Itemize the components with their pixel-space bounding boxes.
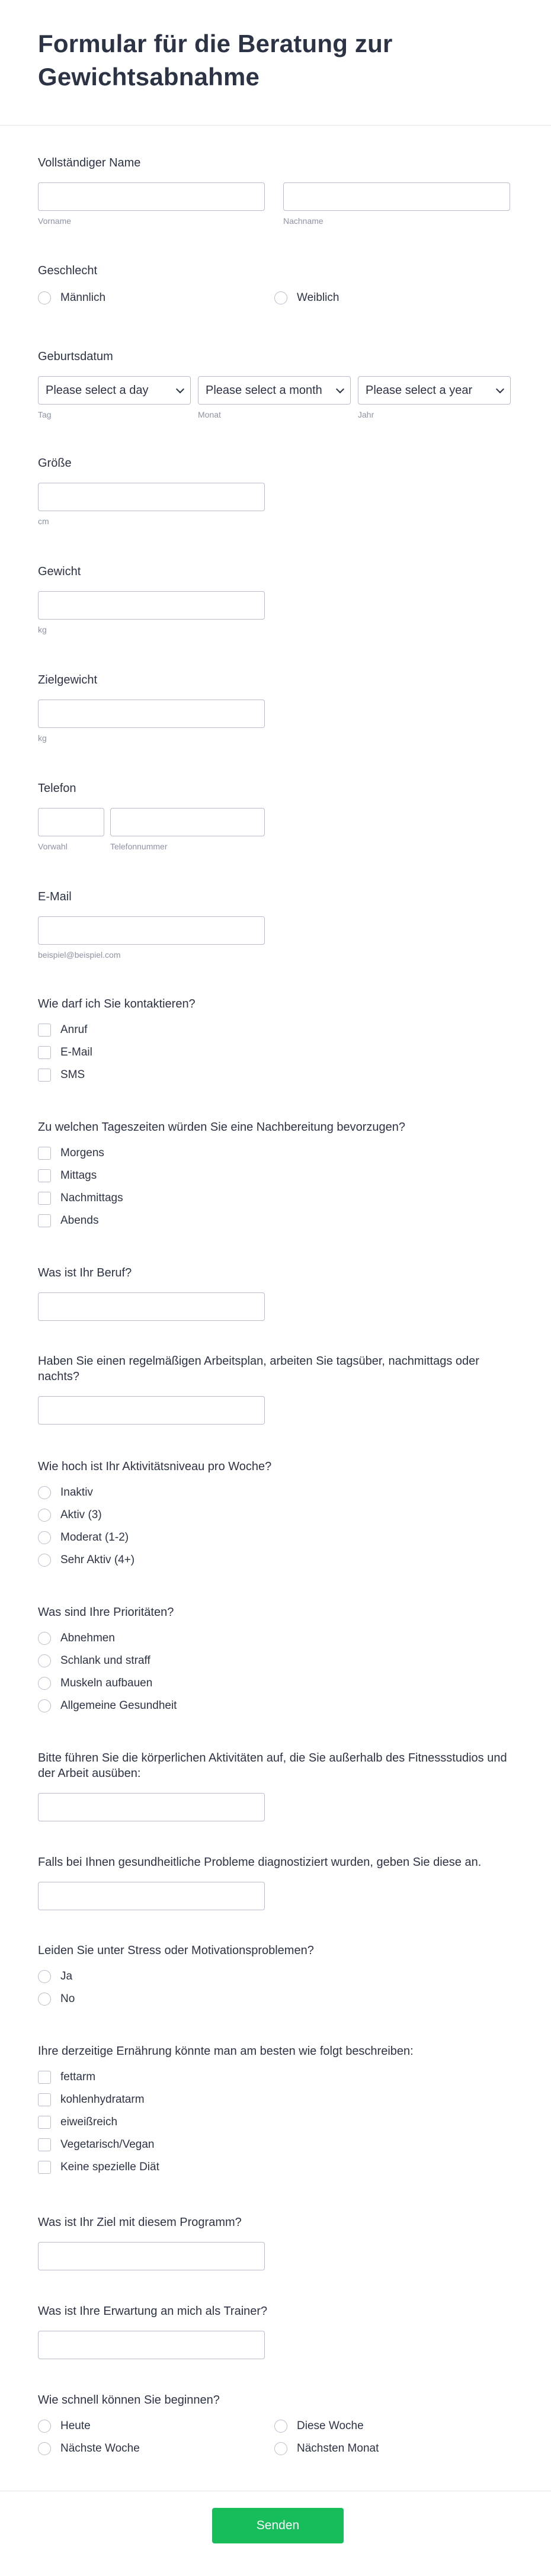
weight-label: Gewicht	[38, 565, 81, 578]
target-weight-input[interactable]	[38, 700, 265, 728]
option-label: Vegetarisch/Vegan	[60, 2138, 155, 2151]
option-label: Keine spezielle Diät	[60, 2161, 159, 2173]
option-label: kohlenhydratarm	[60, 2093, 145, 2106]
health-field	[38, 1855, 512, 1910]
option-label: Aktiv (3)	[60, 1509, 102, 1521]
radio-icon[interactable]	[274, 2420, 287, 2433]
year-sublabel: Jahr	[358, 410, 374, 419]
start-option-next-week[interactable]	[38, 2437, 274, 2460]
start-option-today[interactable]	[38, 2415, 274, 2437]
activity-option-moderate[interactable]	[38, 1526, 512, 1549]
diet-option-low-carb[interactable]	[38, 2089, 512, 2111]
birthdate-label: Geburtsdatum	[38, 350, 113, 363]
day-select-value: Please select a day	[46, 383, 149, 397]
email-input[interactable]	[38, 916, 265, 945]
day-sublabel: Tag	[38, 410, 52, 419]
goal-field	[38, 2215, 512, 2270]
option-label: No	[60, 1993, 75, 2005]
priority-option-toned[interactable]	[38, 1650, 512, 1672]
start-option-this-week[interactable]	[274, 2415, 511, 2437]
start-label: Wie schnell können Sie beginnen?	[38, 2394, 220, 2407]
option-label: Moderat (1-2)	[60, 1531, 129, 1544]
checkbox-icon[interactable]	[38, 1214, 51, 1227]
target-weight-label: Zielgewicht	[38, 673, 98, 686]
height-input[interactable]	[38, 483, 265, 511]
expectation-input[interactable]	[38, 2331, 265, 2359]
option-label: Nachmittags	[60, 1192, 123, 1204]
gender-option-label: Weiblich	[297, 291, 339, 304]
time-of-day-label: Zu welchen Tageszeiten würden Sie eine Nachbereitung bevorzugen?	[38, 1121, 406, 1134]
gender-option-label: Männlich	[60, 291, 106, 304]
option-label: Anruf	[60, 1024, 88, 1036]
submit-button[interactable]: Senden	[212, 2508, 344, 2543]
first-name-input[interactable]	[38, 182, 265, 211]
option-label: Muskeln aufbauen	[60, 1677, 153, 1689]
contact-label: Wie darf ich Sie kontaktieren?	[38, 997, 196, 1010]
radio-icon[interactable]	[38, 1509, 51, 1522]
checkbox-icon[interactable]	[38, 1069, 51, 1082]
contact-option-sms[interactable]	[38, 1064, 512, 1086]
physical-activities-input[interactable]	[38, 1793, 265, 1821]
stress-option-no[interactable]	[38, 1988, 512, 2010]
chevron-down-icon	[176, 384, 184, 393]
gender-option-female[interactable]	[274, 287, 339, 309]
activity-option-active[interactable]	[38, 1504, 512, 1526]
activity-option-inactive[interactable]	[38, 1481, 512, 1504]
email-sublabel: beispiel@beispiel.com	[38, 950, 121, 960]
weight-unit-sublabel: kg	[38, 625, 47, 634]
radio-icon[interactable]	[38, 1970, 51, 1983]
month-select[interactable]	[198, 376, 351, 405]
form-footer	[0, 2491, 551, 2576]
gender-option-male[interactable]	[38, 287, 274, 309]
goal-input[interactable]	[38, 2242, 265, 2270]
birthdate-field	[38, 349, 512, 419]
option-label: Morgens	[60, 1147, 104, 1159]
goal-label: Was ist Ihr Ziel mit diesem Programm?	[38, 2216, 242, 2229]
job-field	[38, 1265, 512, 1321]
fullname-field	[38, 155, 512, 226]
activity-label: Wie hoch ist Ihr Aktivitätsniveau pro Woche?	[38, 1460, 272, 1473]
radio-icon[interactable]	[38, 1699, 51, 1712]
chevron-down-icon	[496, 384, 504, 393]
option-label: Nächste Woche	[60, 2442, 140, 2455]
height-unit-sublabel: cm	[38, 517, 49, 526]
checkbox-icon[interactable]	[38, 1046, 51, 1059]
diet-option-none[interactable]	[38, 2156, 512, 2179]
radio-icon[interactable]	[38, 2420, 51, 2433]
schedule-field	[38, 1353, 512, 1425]
option-label: Diese Woche	[297, 2420, 364, 2432]
diet-option-vegetarian[interactable]	[38, 2134, 512, 2156]
time-option-evening[interactable]	[38, 1210, 512, 1232]
option-label: SMS	[60, 1069, 85, 1081]
start-field	[38, 2392, 512, 2460]
checkbox-icon[interactable]	[38, 2116, 51, 2129]
checkbox-icon[interactable]	[38, 2138, 51, 2151]
priorities-field	[38, 1605, 512, 1717]
option-label: fettarm	[60, 2071, 96, 2083]
health-input[interactable]	[38, 1882, 265, 1910]
checkbox-icon[interactable]	[38, 2093, 51, 2106]
time-option-morning[interactable]	[38, 1142, 512, 1165]
diet-field	[38, 2044, 512, 2179]
email-field	[38, 889, 512, 960]
radio-icon[interactable]	[274, 291, 287, 304]
radio-icon[interactable]	[38, 2442, 51, 2455]
height-field	[38, 455, 512, 526]
target-weight-unit-sublabel: kg	[38, 733, 47, 743]
stress-option-yes[interactable]	[38, 1965, 512, 1988]
diet-option-high-protein[interactable]	[38, 2111, 512, 2134]
option-label: Nächsten Monat	[297, 2442, 379, 2455]
option-label: eiweißreich	[60, 2116, 118, 2128]
option-label: Schlank und straff	[60, 1654, 150, 1667]
area-code-sublabel: Vorwahl	[38, 842, 68, 851]
priority-option-muscle[interactable]	[38, 1672, 512, 1695]
priority-option-health[interactable]	[38, 1695, 512, 1717]
target-weight-field	[38, 672, 512, 743]
expectation-label: Was ist Ihre Erwartung an mich als Trainer?	[38, 2305, 268, 2318]
physical-activities-label: Bitte führen Sie die körperlichen Aktivitäten auf, die Sie außerhalb des Fitnessstudios und der Arbeit ausüben:	[38, 1751, 507, 1780]
checkbox-icon[interactable]	[38, 2071, 51, 2084]
job-input[interactable]	[38, 1292, 265, 1321]
schedule-input[interactable]	[38, 1396, 265, 1425]
job-label: Was ist Ihr Beruf?	[38, 1266, 132, 1279]
height-label: Größe	[38, 457, 72, 470]
day-select[interactable]	[38, 376, 191, 405]
option-label: Ja	[60, 1970, 73, 1982]
chevron-down-icon	[336, 384, 344, 393]
radio-icon[interactable]	[38, 1677, 51, 1690]
activity-option-very-active[interactable]	[38, 1549, 512, 1571]
priority-option-lose-weight[interactable]	[38, 1627, 512, 1650]
radio-icon[interactable]	[38, 1531, 51, 1544]
first-name-sublabel: Vorname	[38, 216, 72, 226]
radio-icon[interactable]	[38, 1554, 51, 1567]
weight-input[interactable]	[38, 591, 265, 620]
phone-number-input[interactable]	[110, 808, 265, 836]
start-option-next-month[interactable]	[274, 2437, 511, 2460]
contact-option-email[interactable]	[38, 1041, 512, 1064]
checkbox-icon[interactable]	[38, 1147, 51, 1160]
last-name-input[interactable]	[283, 182, 510, 211]
year-select[interactable]	[358, 376, 511, 405]
radio-icon[interactable]	[38, 1654, 51, 1667]
option-label: Allgemeine Gesundheit	[60, 1699, 177, 1712]
gender-field	[38, 263, 512, 309]
radio-icon[interactable]	[38, 1993, 51, 2006]
stress-label: Leiden Sie unter Stress oder Motivationsproblemen?	[38, 1944, 314, 1957]
expectation-field	[38, 2304, 512, 2359]
priorities-label: Was sind Ihre Prioritäten?	[38, 1606, 174, 1619]
checkbox-icon[interactable]	[38, 2161, 51, 2174]
activity-field	[38, 1459, 512, 1571]
year-select-value: Please select a year	[366, 383, 473, 397]
checkbox-icon[interactable]	[38, 1192, 51, 1205]
option-label: Inaktiv	[60, 1486, 93, 1499]
time-option-noon[interactable]	[38, 1165, 512, 1187]
option-label: Heute	[60, 2420, 91, 2432]
option-label: Mittags	[60, 1169, 97, 1182]
diet-label: Ihre derzeitige Ernährung könnte man am besten wie folgt beschreiben:	[38, 2045, 414, 2058]
fullname-label: Vollständiger Name	[38, 156, 141, 169]
radio-icon[interactable]	[38, 1486, 51, 1499]
checkbox-icon[interactable]	[38, 1024, 51, 1037]
month-sublabel: Monat	[198, 410, 221, 419]
weight-field	[38, 564, 512, 634]
diet-option-low-fat[interactable]	[38, 2066, 512, 2089]
option-label: E-Mail	[60, 1046, 92, 1058]
option-label: Abends	[60, 1214, 99, 1227]
radio-icon[interactable]	[38, 1632, 51, 1645]
time-of-day-field	[38, 1119, 512, 1232]
phone-label: Telefon	[38, 782, 76, 795]
time-option-afternoon[interactable]	[38, 1187, 512, 1210]
gender-label: Geschlecht	[38, 264, 98, 277]
contact-option-call[interactable]	[38, 1019, 512, 1041]
health-label: Falls bei Ihnen gesundheitliche Probleme diagnostiziert wurden, geben Sie diese an.	[38, 1856, 482, 1869]
form-title: Formular für die Beratung zur Gewichtsabnahme	[38, 30, 393, 91]
form-header	[0, 0, 551, 126]
checkbox-icon[interactable]	[38, 1169, 51, 1182]
phone-number-sublabel: Telefonnummer	[110, 842, 168, 851]
option-label: Sehr Aktiv (4+)	[60, 1554, 135, 1566]
email-label: E-Mail	[38, 890, 72, 903]
option-label: Abnehmen	[60, 1632, 115, 1644]
last-name-sublabel: Nachname	[283, 216, 323, 226]
radio-icon[interactable]	[274, 2442, 287, 2455]
physical-activities-field	[38, 1750, 512, 1821]
schedule-label: Haben Sie einen regelmäßigen Arbeitsplan, arbeiten Sie tagsüber, nachmittags oder nachts?	[38, 1355, 479, 1383]
area-code-input[interactable]	[38, 808, 104, 836]
phone-field	[38, 781, 512, 851]
radio-icon[interactable]	[38, 291, 51, 304]
contact-field	[38, 996, 512, 1086]
stress-field	[38, 1943, 512, 2010]
month-select-value: Please select a month	[206, 383, 322, 397]
